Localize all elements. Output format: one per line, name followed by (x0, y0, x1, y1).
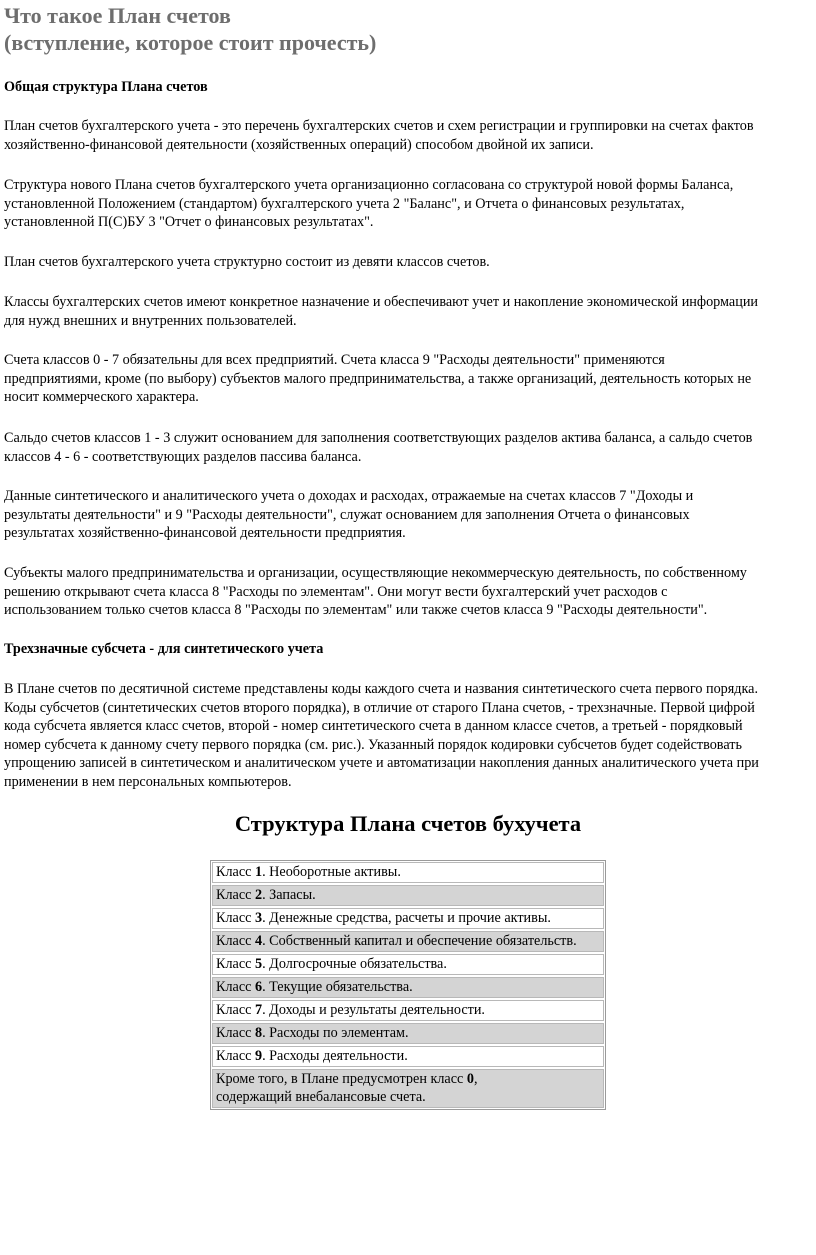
class-number: 4 (254, 933, 263, 949)
page-title-line-1: Что такое План счетов (4, 3, 231, 28)
class-number: 2 (254, 887, 263, 903)
class-number: 6 (254, 979, 263, 995)
class-number: 8 (254, 1025, 263, 1041)
page-title-line-2: (вступление, которое стоит прочесть) (4, 30, 377, 55)
note-prefix: Кроме того, в Плане предусмотрен класс (216, 1071, 467, 1087)
class-description: . Текущие обязательства. (262, 979, 413, 995)
text-line: Счета классов 0 - 7 обязательны для всех предприятий. Счета класса 9 "Расходы деятельности" применяются (4, 352, 665, 368)
table-row-class-9 (212, 1046, 604, 1067)
class-word: Класс (216, 864, 252, 880)
table-title: Структура Плана счетов бухучета (234, 811, 582, 836)
paragraph-nine-classes (4, 253, 812, 272)
note-line-2: содержащий внебалансовые счета. (216, 1089, 426, 1105)
class-description: . Денежные средства, расчеты и прочие активы. (262, 910, 551, 926)
class-word: Класс (216, 1048, 252, 1064)
text-line: классов 4 - 6 - соответствующих разделов пассива баланса. (4, 448, 362, 465)
class-number: 1 (254, 864, 263, 880)
class-description: . Доходы и результаты деятельности. (262, 1002, 485, 1018)
paragraph-class-purpose (4, 293, 812, 330)
table-row-class-5 (212, 954, 604, 975)
text-line: Сальдо счетов классов 1 - 3 служит основанием для заполнения соответствующих разделов актива баланса, а сальдо счетов (4, 430, 753, 446)
text-line: Данные синтетического и аналитического учета о доходах и расходах, отражаемые на счетах классов 7 "Доходы и (4, 488, 694, 504)
class-number: 9 (254, 1048, 263, 1064)
class-word: Класс (216, 1025, 252, 1041)
text-line: номер субсчета к данному счету первого порядка (см. рис.). Указанный порядок кодировки субсчетов будет содействовать (4, 736, 742, 753)
class-number: 0 (466, 1071, 474, 1087)
class-description: . Необоротные активы. (262, 864, 401, 880)
table-row-class-0-note (212, 1069, 604, 1108)
table-row-class-7 (212, 1000, 604, 1021)
text-line: Структура нового Плана счетов бухгалтерского учета организационно согласована со структурой новой формы Баланса, (4, 177, 734, 193)
section-heading-subaccounts: Трехзначные субсчета - для синтетического учета (4, 641, 324, 657)
class-word: Класс (216, 956, 252, 972)
text-line: кода субсчета является класс счетов, второй - номер синтетического счета в данном классе счетов, а третьей - порядковый (4, 718, 743, 734)
paragraph-small-business (4, 564, 812, 620)
table-row-class-1 (212, 862, 604, 883)
paragraph-income-expenses (4, 487, 812, 543)
table-row-class-4 (212, 931, 604, 952)
paragraph-definition (4, 117, 812, 154)
text-line: применении в нем персональных компьютеров. (4, 773, 292, 790)
text-line: Коды субсчетов (синтетических счетов второго порядка), в отличие от старого Плана счетов, - трехзначные. Первой цифрой (4, 699, 755, 716)
text-line: результатах хозяйственно-финансовой деятельности предприятия. (4, 525, 406, 541)
class-number: 5 (254, 956, 263, 972)
class-word: Класс (216, 979, 252, 995)
text-line: предприятиями, кроме (по выбору) субъектов малого предпринимательства, а также организаций, деятельность которых не (4, 370, 752, 387)
text-line: носит коммерческого характера. (4, 389, 199, 405)
text-line: для нужд внешних и внутренних пользователей. (4, 312, 297, 329)
text-line: установленной П(С)БУ 3 "Отчет о финансовых результатах". (4, 214, 374, 230)
class-description: . Запасы. (262, 887, 316, 903)
class-word: Класс (216, 933, 252, 949)
page-title (4, 2, 376, 56)
note-suffix: , (473, 1071, 478, 1087)
text-line: Субъекты малого предпринимательства и организации, осуществляющие некоммерческую деятельность, по собственному (4, 565, 747, 581)
text-line: результаты деятельности" и 9 "Расходы деятельности", служат основанием для заполнения Отчета о финансовых (4, 506, 690, 523)
text-line: Классы бухгалтерских счетов имеют конкретное назначение и обеспечивают учет и накопление экономической информации (4, 294, 759, 310)
text-line: В Плане счетов по десятичной системе представлены коды каждого счета и названия синтетического счета первого порядка. (4, 681, 759, 697)
table-row-class-6 (212, 977, 604, 998)
class-word: Класс (216, 910, 252, 926)
paragraph-balance (4, 429, 812, 466)
text-line: хозяйственно-финансовой деятельности (хозяйственных операций) способом двойной их записи. (4, 136, 594, 153)
class-description: . Расходы деятельности. (262, 1048, 408, 1064)
text-line: упрощению записей в синтетическом и аналитическом учете и автоматизации накопления данных аналитического учета при (4, 755, 759, 771)
class-number: 3 (254, 910, 263, 926)
text-line: решению открывают счета класса 8 "Расходы по элементам". Они могут вести бухгалтерский учет расходов с (4, 583, 668, 600)
class-description: . Расходы по элементам. (262, 1025, 409, 1041)
table-row-class-8 (212, 1023, 604, 1044)
paragraph-subaccount-codes (4, 680, 812, 791)
text-line: использованием только счетов класса 8 "Расходы по элементам" или также счетов класса 9 "Расходы деятельности". (4, 602, 708, 618)
text-line: План счетов бухгалтерского учета - это перечень бухгалтерских счетов и схем регистрации и группировки на счетах фактов (4, 118, 754, 134)
text-line: установленной Положением (стандартом) бухгалтерского учета 2 "Баланс", и Отчета о финансовых результатах, (4, 195, 685, 212)
class-description: . Долгосрочные обязательства. (262, 956, 447, 972)
table-row-class-2 (212, 885, 604, 906)
class-word: Класс (216, 887, 252, 903)
table-row-class-3 (212, 908, 604, 929)
class-description: . Собственный капитал и обеспечение обязательств. (262, 933, 577, 949)
paragraph-structure (4, 176, 812, 232)
paragraph-mandatory-classes (4, 351, 812, 407)
text-line: План счетов бухгалтерского учета структурно состоит из девяти классов счетов. (4, 254, 490, 270)
class-word: Класс (216, 1002, 252, 1018)
class-number: 7 (254, 1002, 263, 1018)
section-heading-general: Общая структура Плана счетов (4, 79, 208, 95)
account-classes-table (210, 860, 606, 1110)
